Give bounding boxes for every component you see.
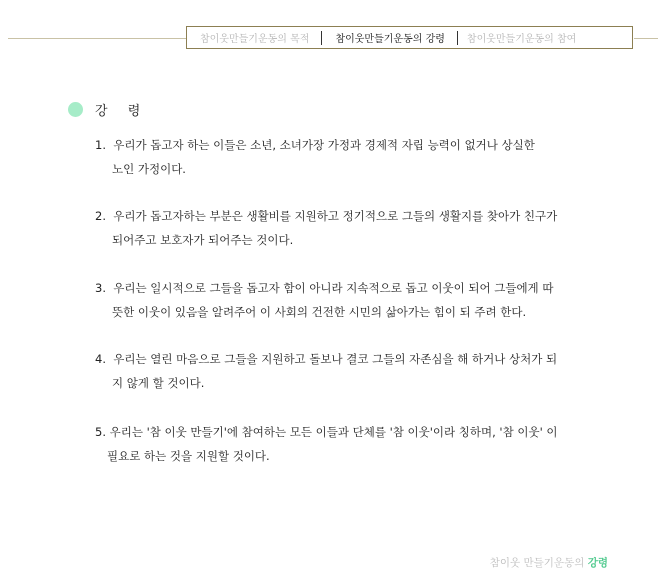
item-continuation: 노인 가정이다. [112, 162, 186, 176]
principle-item-2 [95, 204, 605, 252]
principle-item-4 [95, 347, 605, 395]
section-title: 강 령 [95, 104, 149, 119]
footer-current: 강령 [587, 557, 608, 569]
item-number: 5. [95, 425, 106, 439]
header-rule-right [634, 38, 658, 39]
footer-prefix: 참이웃 만들기운동의 [489, 557, 585, 569]
section-heading [68, 100, 148, 119]
tab-purpose[interactable]: 참이웃만들기운동의 목적 [200, 34, 310, 45]
item-text: 우리는 열린 마음으로 그들을 지원하고 돌보나 결코 그들의 자존심을 해 하거나 상처가 되 [113, 352, 558, 366]
circle-bullet-icon [68, 102, 83, 117]
item-number: 3. [95, 281, 106, 295]
tab-divider [321, 31, 322, 45]
item-text: 우리는 '참 이웃 만들기'에 참여하는 모든 이들과 단체를 '참 이웃'이라 칭하며, '참 이웃' 이 [109, 425, 558, 439]
item-first-line [95, 276, 605, 300]
item-continuation: 필요로 하는 것을 지원할 것이다. [107, 449, 270, 463]
tab-participation[interactable]: 참이웃만들기운동의 참여 [466, 34, 577, 45]
item-continuation: 뜻한 이웃이 있음을 알려주어 이 사회의 건전한 시민의 삶아가는 힘이 되 주려 한다. [112, 305, 527, 319]
header-rule-left [8, 38, 186, 39]
item-text: 우리는 일시적으로 그들을 돕고자 함이 아니라 지속적으로 돕고 이웃이 되어 그들에게 따 [113, 281, 554, 295]
principle-item-3 [95, 276, 605, 324]
item-text: 우리가 돕고자하는 부분은 생활비를 지원하고 정기적으로 그들의 생활지를 찾아가 친구가 [113, 209, 558, 223]
item-continuation: 지 않게 할 것이다. [112, 376, 205, 390]
item-number: 4. [95, 352, 106, 366]
tab-principles[interactable]: 참이웃만들기운동의 강령 [335, 34, 445, 45]
principle-item-1 [95, 133, 605, 181]
item-number: 1. [95, 138, 106, 152]
item-first-line [95, 133, 605, 157]
principle-item-5 [95, 420, 605, 468]
tab-divider [457, 31, 458, 45]
item-first-line [95, 347, 605, 371]
item-first-line [95, 204, 605, 228]
item-text: 우리가 돕고자 하는 이들은 소년, 소녀가장 가정과 경제적 자립 능력이 없거나 상실한 [113, 138, 535, 152]
item-first-line [95, 420, 605, 444]
footer-breadcrumb [490, 555, 608, 570]
item-number: 2. [95, 209, 106, 223]
section-tab-bar [186, 26, 633, 49]
item-continuation: 되어주고 보호자가 되어주는 것이다. [112, 233, 294, 247]
